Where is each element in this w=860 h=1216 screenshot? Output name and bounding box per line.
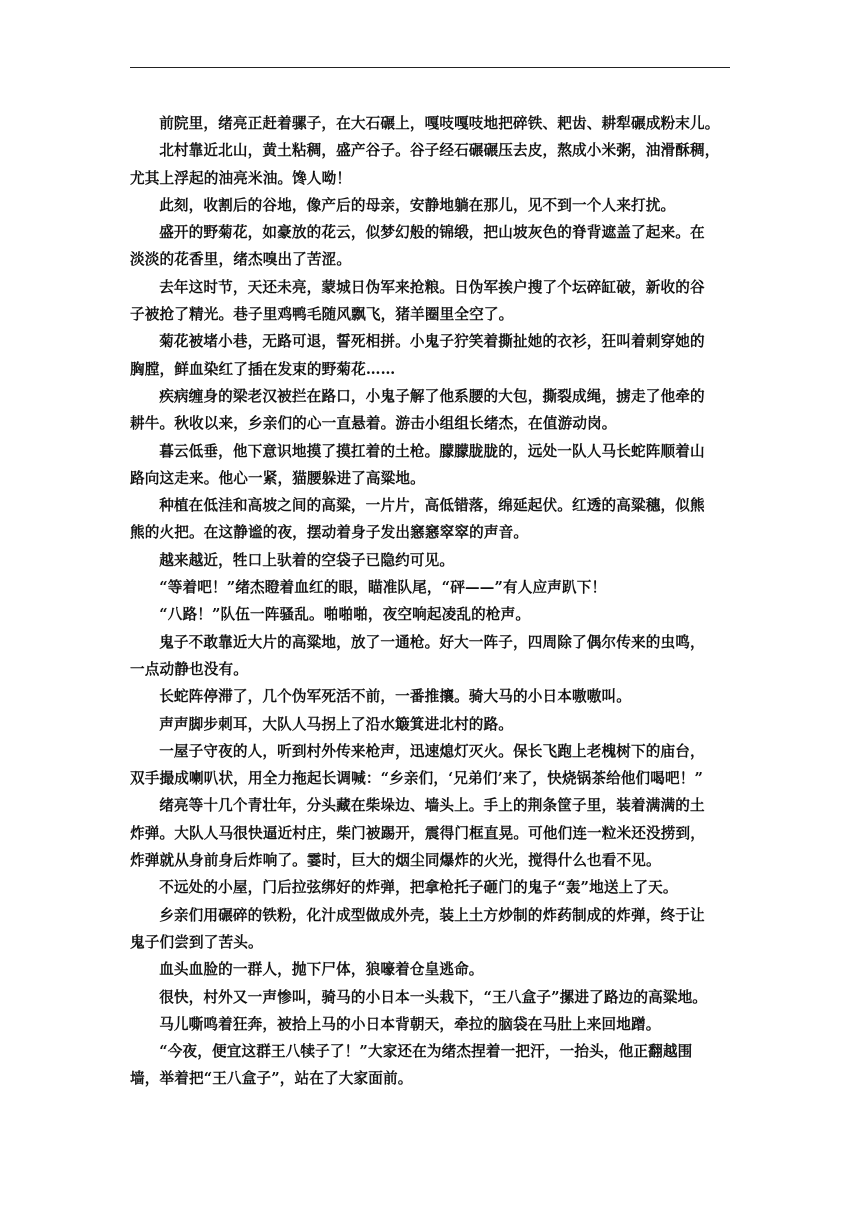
paragraph-line: 淡淡的花香里，绪杰嗅出了苦涩。: [130, 251, 352, 269]
paragraph-line: “等着吧！”绪杰瞪着血红的眼，瞄准队尾，“砰——”有人应声趴下！: [159, 579, 607, 597]
paragraph-line: 去年这时节，天还未亮，蒙城日伪军来抢粮。日伪军挨户搜了个坛碎缸破，新收的谷: [159, 278, 705, 296]
paragraph: [130, 683, 732, 710]
paragraph: [130, 383, 732, 438]
paragraph: [130, 984, 732, 1011]
paragraph-line: 菊花被堵小巷，无路可退，誓死相拼。小鬼子狞笑着撕扯她的衣衫，狂叫着刺穿她的: [159, 333, 705, 351]
paragraph: [130, 574, 732, 601]
paragraph-line: 血头血脸的一群人，抛下尸体，狼嚎着仓皇逃命。: [159, 961, 484, 979]
paragraph-line: “今夜，便宜这群王八犊子了！”大家还在为绪杰捏着一把汗，一抬头，他正翻越围: [159, 1043, 693, 1061]
paragraph-line: 一点动静也没有。: [130, 660, 248, 678]
paragraph: [130, 874, 732, 901]
paragraph-line: 鬼子们尝到了苦头。: [130, 933, 263, 951]
paragraph-line: 绪亮等十几个青壮年，分头藏在柴垛边、墙头上。手上的荆条筐子里，装着满满的土: [159, 797, 705, 815]
header-rule: [130, 67, 730, 68]
paragraph: [130, 274, 732, 329]
paragraph: [130, 629, 732, 684]
paragraph-line: 胸膛，鲜血染红了插在发束的野菊花……: [130, 360, 396, 378]
paragraph-line: 乡亲们用碾碎的铁粉，化汁成型做成外壳，装上土方炒制的炸药制成的炸弹，终于让: [159, 906, 705, 924]
paragraph: [130, 1011, 732, 1038]
paragraph-line: 鬼子不敢靠近大片的高粱地，放了一通枪。好大一阵子，四周除了偶尔传来的虫鸣，: [159, 633, 705, 651]
paragraph: [130, 956, 732, 983]
paragraph-line: 一屋子守夜的人，听到村外传来枪声，迅速熄灯灭火。保长飞跑上老槐树下的庙台，: [159, 742, 705, 760]
paragraph-line: 长蛇阵停滞了，几个伪军死活不前，一番推攘。骑大马的小日本嗷嗷叫。: [159, 688, 631, 706]
paragraph-line: 尤其上浮起的油亮米油。馋人呦！: [130, 169, 352, 187]
paragraph-line: 北村靠近北山，黄土粘稠，盛产谷子。谷子经石碾碾压去皮，熬成小米粥，油滑酥稠，: [159, 142, 720, 160]
paragraph-line: 前院里，绪亮正赶着骡子，在大石碾上，嘎吱嘎吱地把碎铁、耙齿、耕犁碾成粉末儿。: [159, 115, 720, 132]
paragraph: [130, 1038, 732, 1093]
paragraph: [130, 137, 732, 192]
paragraph: [130, 192, 732, 219]
paragraph-line: 疾病缠身的梁老汉被拦在路口，小鬼子解了他系腰的大包，撕裂成绳，掳走了他牵的: [159, 387, 705, 405]
paragraph: [130, 438, 732, 493]
paragraph-line: 熊的火把。在这静谧的夜，摆动着身子发出窸窸窣窣的声音。: [130, 524, 529, 542]
paragraph-line: 双手撮成喇叭状，用全力拖起长调喊：“乡亲们，‘兄弟们’来了，快烧锅茶给他们喝吧！”: [130, 770, 704, 788]
paragraph-line: 声声脚步刺耳，大队人马拐上了沿水簸箕进北村的路。: [159, 715, 514, 733]
paragraph-line: 马儿嘶鸣着狂奔，被拾上马的小日本背朝天，牵拉的脑袋在马肚上来回地蹭。: [159, 1015, 661, 1033]
paragraph: [130, 547, 732, 574]
paragraph-line: 路向这走来。他心一紧，猫腰躲进了高粱地。: [130, 469, 425, 487]
paragraph-line: 墙，举着把“王八盒子”，站在了大家面前。: [130, 1070, 413, 1088]
paragraph-line: “八路！”队伍一阵骚乱。啪啪啪，夜空响起凌乱的枪声。: [159, 606, 531, 624]
paragraph-line: 不远处的小屋，门后拉弦绑好的炸弹，把拿枪托子砸门的鬼子“轰”地送上了天。: [159, 879, 678, 897]
paragraph-line: 此刻，收割后的谷地，像产后的母亲，安静地躺在那儿，见不到一个人来打扰。: [159, 196, 676, 214]
paragraph-line: 炸弹。大队人马很快逼近村庄，柴门被踢开，震得门框直晃。可他们连一粒米还没捞到，: [130, 824, 706, 842]
paragraph-line: 盛开的野菊花，如豪放的花云，似梦幻般的锦缎，把山坡灰色的脊背遮盖了起来。在: [159, 224, 705, 242]
paragraph-line: 暮云低垂，他下意识地摸了摸扛着的土枪。朦朦胧胧的，远处一队人马长蛇阵顺着山: [159, 442, 705, 460]
paragraph: [130, 328, 732, 383]
paragraph: [130, 711, 732, 738]
paragraph-line: 炸弹就从身前身后炸响了。霎时，巨大的烟尘同爆炸的火光，搅得什么也看不见。: [130, 852, 661, 870]
document-body: [130, 110, 732, 1093]
paragraph: [130, 601, 732, 628]
paragraph: [130, 738, 732, 793]
paragraph: [130, 902, 732, 957]
paragraph: [130, 792, 732, 874]
paragraph-line: 种植在低洼和高坡之间的高粱，一片片，高低错落，绵延起伏。红透的高粱穗，似熊: [159, 497, 705, 515]
paragraph: [130, 219, 732, 274]
paragraph-line: 耕牛。秋收以来，乡亲们的心一直悬着。游击小组组长绪杰，在值游动岗。: [130, 415, 617, 433]
paragraph-line: 越来越近，牲口上驮着的空袋子已隐约可见。: [159, 551, 455, 569]
paragraph-line: 很快，村外又一声惨叫，骑马的小日本一头栽下，“王八盒子”摞进了路边的高粱地。: [159, 988, 708, 1006]
paragraph-line: 子被抢了精光。巷子里鸡鸭毛随风飘飞，猪羊圈里全空了。: [130, 306, 514, 324]
paragraph: [130, 110, 732, 137]
paragraph: [130, 492, 732, 547]
